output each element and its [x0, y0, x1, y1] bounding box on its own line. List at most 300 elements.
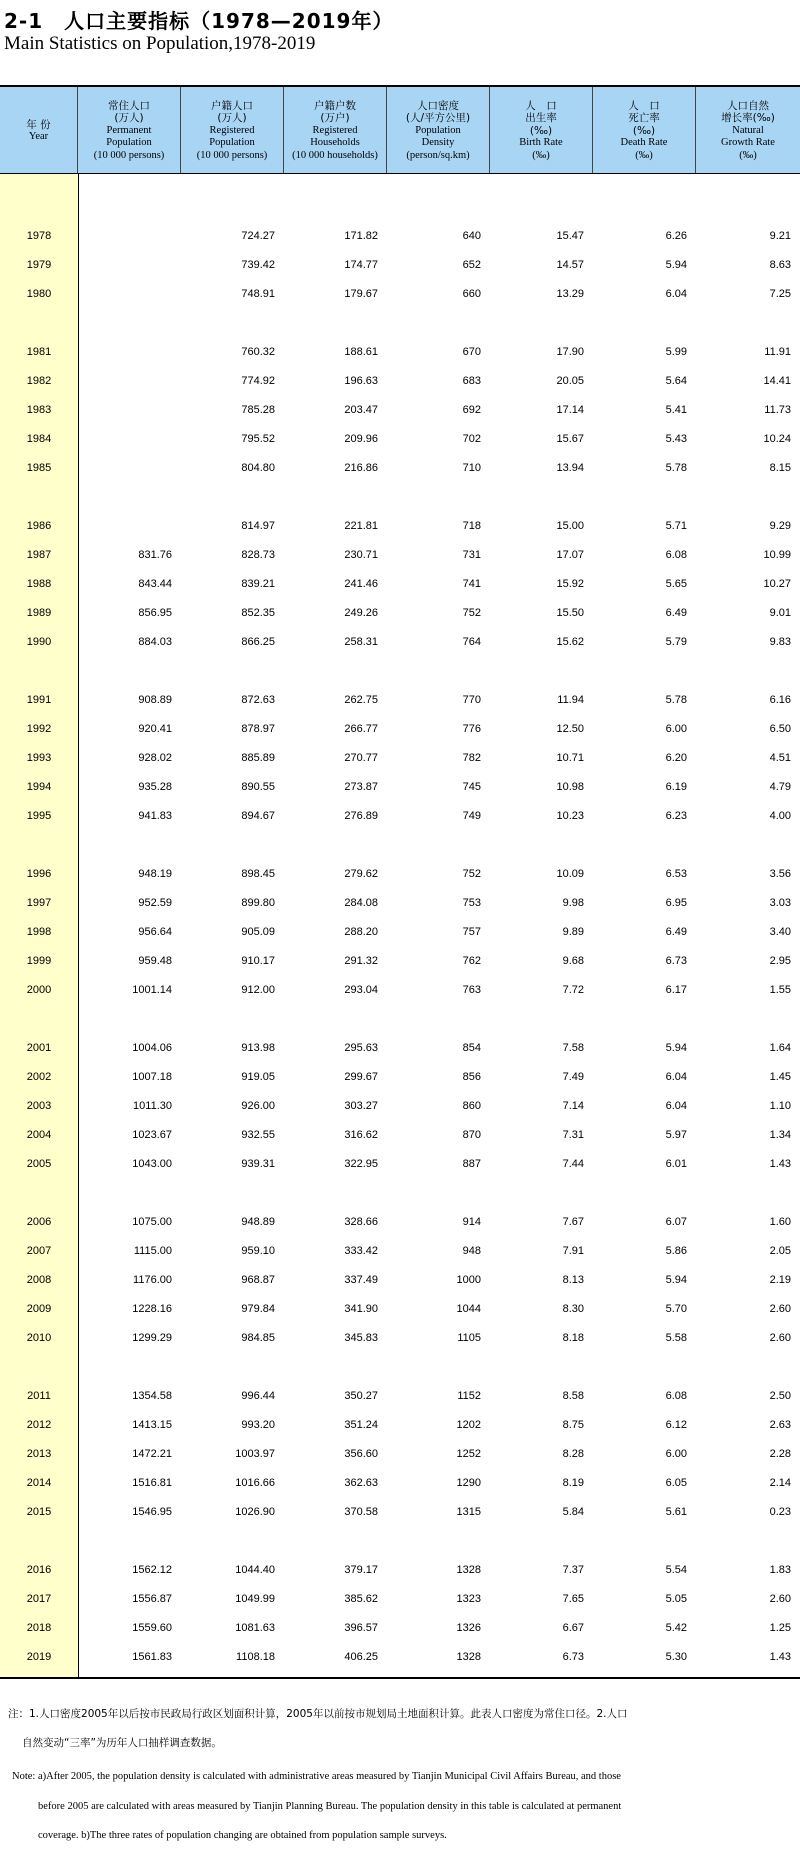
- table-row: [0, 225, 800, 247]
- header-registered-households-cn-line: 户籍户数: [314, 99, 356, 112]
- header-birth-rate-en-line: (‰): [532, 149, 550, 161]
- cell-year: 2005: [26, 1158, 52, 1170]
- cell-year: 2001: [26, 1042, 52, 1054]
- cell-year: 2017: [26, 1593, 52, 1605]
- cell-birth-rate: 7.72: [562, 984, 584, 996]
- cell-death-rate: 6.04: [665, 1071, 687, 1083]
- cell-permanent-population: 928.02: [138, 752, 172, 764]
- cell-permanent-population: 1516.81: [132, 1477, 172, 1489]
- cell-death-rate: 5.41: [665, 404, 687, 416]
- cell-death-rate: 6.19: [665, 781, 687, 793]
- cell-death-rate: 6.05: [665, 1477, 687, 1489]
- cell-registered-households: 262.75: [344, 694, 378, 706]
- header-registered-population-en-line: (10 000 persons): [196, 149, 268, 161]
- cell-registered-households: 270.77: [344, 752, 378, 764]
- cell-permanent-population: 941.83: [138, 810, 172, 822]
- cell-population-density: 718: [462, 520, 481, 532]
- cell-permanent-population: 831.76: [138, 549, 172, 561]
- table-row: [0, 950, 800, 972]
- cell-natural-growth-rate: 6.50: [769, 723, 791, 735]
- cell-year: 1989: [26, 607, 52, 619]
- cell-year: 1999: [26, 955, 52, 967]
- cell-year: 2012: [26, 1419, 52, 1431]
- table-header: [0, 87, 800, 174]
- cell-natural-growth-rate: 11.91: [764, 346, 791, 358]
- header-birth-rate-en-line: Birth Rate: [519, 137, 563, 149]
- cell-birth-rate: 7.49: [562, 1071, 584, 1083]
- cell-year: 1984: [26, 433, 52, 445]
- cell-natural-growth-rate: 1.43: [769, 1651, 791, 1663]
- cell-year: 1996: [26, 868, 52, 880]
- table-row: [0, 283, 800, 305]
- table-row: [0, 718, 800, 740]
- table-row: [0, 1037, 800, 1059]
- cell-registered-population: 913.98: [241, 1042, 275, 1054]
- cell-registered-households: 171.82: [344, 230, 378, 242]
- cell-registered-population: 1003.97: [235, 1448, 275, 1460]
- cell-birth-rate: 7.65: [562, 1593, 584, 1605]
- cell-death-rate: 6.49: [665, 607, 687, 619]
- cell-death-rate: 5.58: [665, 1332, 687, 1344]
- table-row: [0, 1298, 800, 1320]
- cell-natural-growth-rate: 9.01: [769, 607, 791, 619]
- cell-registered-population: 1108.18: [236, 1651, 275, 1663]
- cell-year: 1985: [26, 462, 52, 474]
- cell-population-density: 1105: [457, 1332, 481, 1344]
- cell-registered-population: 774.92: [241, 375, 275, 387]
- cell-natural-growth-rate: 6.16: [769, 694, 791, 706]
- header-registered-households: [284, 87, 387, 173]
- header-registered-population-cn-line: 户籍人口: [211, 99, 253, 112]
- cell-population-density: 763: [462, 984, 481, 996]
- table-row: [0, 892, 800, 914]
- cell-registered-households: 221.81: [344, 520, 378, 532]
- cell-birth-rate: 20.05: [556, 375, 584, 387]
- header-natural-growth-rate-cn-line: 人口自然: [727, 99, 769, 112]
- header-population-density-en-line: (person/sq.km): [406, 149, 470, 161]
- cell-natural-growth-rate: 2.14: [769, 1477, 791, 1489]
- cell-death-rate: 6.00: [665, 1448, 687, 1460]
- cell-population-density: 776: [462, 723, 481, 735]
- cell-year: 1990: [26, 636, 52, 648]
- cell-natural-growth-rate: 8.63: [769, 259, 791, 271]
- cell-population-density: 660: [462, 288, 481, 300]
- cell-natural-growth-rate: 1.83: [769, 1564, 791, 1576]
- header-population-density: [387, 87, 490, 173]
- cell-year: 1980: [26, 288, 52, 300]
- header-birth-rate: [490, 87, 593, 173]
- table-row: [0, 689, 800, 711]
- cell-birth-rate: 7.31: [562, 1129, 584, 1141]
- cell-population-density: 752: [462, 607, 481, 619]
- cell-registered-households: 203.47: [344, 404, 378, 416]
- cell-registered-households: 350.27: [344, 1390, 378, 1402]
- cell-registered-population: 890.55: [241, 781, 275, 793]
- cell-registered-population: 1049.99: [235, 1593, 275, 1605]
- cell-registered-population: 984.85: [241, 1332, 275, 1344]
- cell-year: 1998: [26, 926, 52, 938]
- cell-population-density: 762: [462, 955, 481, 967]
- table-row: [0, 1240, 800, 1262]
- cell-birth-rate: 17.90: [556, 346, 584, 358]
- cell-registered-population: 919.05: [241, 1071, 275, 1083]
- cell-birth-rate: 9.89: [562, 926, 584, 938]
- table-row: [0, 1472, 800, 1494]
- cell-registered-households: 362.63: [344, 1477, 378, 1489]
- cell-birth-rate: 11.94: [557, 694, 584, 706]
- table-row: [0, 457, 800, 479]
- cell-year: 1997: [26, 897, 52, 909]
- header-natural-growth-rate: [696, 87, 800, 173]
- cell-registered-households: 345.83: [344, 1332, 378, 1344]
- cell-population-density: 640: [462, 230, 481, 242]
- cell-registered-households: 216.86: [344, 462, 378, 474]
- cell-population-density: 749: [462, 810, 481, 822]
- table-row: [0, 1646, 800, 1668]
- cell-registered-population: 885.89: [241, 752, 275, 764]
- cell-death-rate: 5.65: [665, 578, 687, 590]
- cell-population-density: 1326: [456, 1622, 481, 1634]
- table-row: [0, 1095, 800, 1117]
- cell-death-rate: 5.71: [665, 520, 687, 532]
- cell-birth-rate: 15.00: [556, 520, 584, 532]
- cell-birth-rate: 9.68: [562, 955, 584, 967]
- cell-birth-rate: 17.07: [556, 549, 584, 561]
- cell-year: 1992: [26, 723, 52, 735]
- cell-registered-households: 209.96: [344, 433, 378, 445]
- cell-population-density: 753: [462, 897, 481, 909]
- cell-death-rate: 5.94: [665, 1274, 687, 1286]
- table-row: [0, 1211, 800, 1233]
- cell-registered-population: 866.25: [241, 636, 275, 648]
- header-registered-population-cn-line: (万人): [217, 112, 247, 125]
- cell-death-rate: 5.97: [665, 1129, 687, 1141]
- table-row: [0, 602, 800, 624]
- cell-death-rate: 5.30: [665, 1651, 687, 1663]
- cell-birth-rate: 10.09: [556, 868, 584, 880]
- cell-year: 1991: [26, 694, 52, 706]
- cell-year: 1978: [26, 230, 52, 242]
- header-year-cn-line: 年 份: [26, 118, 51, 131]
- cell-registered-households: 279.62: [344, 868, 378, 880]
- note-cn-line2: 自然变动“三率”为历年人口抽样调查数据。: [22, 1737, 222, 1749]
- population-table: [0, 85, 800, 1679]
- cell-natural-growth-rate: 1.45: [769, 1071, 791, 1083]
- cell-population-density: 1290: [456, 1477, 481, 1489]
- header-permanent-population-en-line: Population: [106, 137, 152, 149]
- cell-birth-rate: 7.58: [562, 1042, 584, 1054]
- cell-registered-households: 174.77: [344, 259, 378, 271]
- table-row: [0, 428, 800, 450]
- cell-population-density: 670: [462, 346, 481, 358]
- cell-registered-population: 852.35: [241, 607, 275, 619]
- cell-registered-population: 814.97: [241, 520, 275, 532]
- table-row: [0, 747, 800, 769]
- header-death-rate-cn-line: 死亡率: [628, 112, 660, 125]
- cell-registered-population: 968.87: [241, 1274, 275, 1286]
- cell-permanent-population: 884.03: [138, 636, 172, 648]
- header-registered-population-en-line: Population: [209, 137, 255, 149]
- cell-birth-rate: 15.47: [556, 230, 584, 242]
- cell-natural-growth-rate: 1.10: [769, 1100, 791, 1112]
- cell-population-density: 1328: [456, 1651, 481, 1663]
- cell-permanent-population: 843.44: [138, 578, 172, 590]
- cell-permanent-population: 1011.30: [133, 1100, 172, 1112]
- cell-permanent-population: 856.95: [138, 607, 172, 619]
- table-row: [0, 544, 800, 566]
- cell-year: 2015: [26, 1506, 52, 1518]
- cell-permanent-population: 935.28: [138, 781, 172, 793]
- table-row: [0, 631, 800, 653]
- cell-year: 2006: [26, 1216, 52, 1228]
- cell-birth-rate: 13.94: [556, 462, 584, 474]
- cell-natural-growth-rate: 9.83: [769, 636, 791, 648]
- cell-registered-population: 795.52: [241, 433, 275, 445]
- cell-year: 1995: [26, 810, 52, 822]
- cell-permanent-population: 1413.15: [132, 1419, 172, 1431]
- cell-population-density: 914: [462, 1216, 481, 1228]
- cell-birth-rate: 9.98: [562, 897, 584, 909]
- cell-permanent-population: 1559.60: [132, 1622, 172, 1634]
- cell-death-rate: 5.99: [665, 346, 687, 358]
- cell-registered-households: 241.46: [344, 578, 378, 590]
- cell-death-rate: 6.07: [665, 1216, 687, 1228]
- cell-natural-growth-rate: 4.00: [769, 810, 791, 822]
- note-en-line2: before 2005 are calculated with areas measured by Tianjin Planning Bureau. The population density in this table is calculated at permanent: [38, 1801, 622, 1812]
- cell-registered-population: 804.80: [241, 462, 275, 474]
- cell-natural-growth-rate: 2.60: [769, 1332, 791, 1344]
- cell-birth-rate: 8.75: [562, 1419, 584, 1431]
- header-year-en-line: Year: [28, 131, 49, 142]
- cell-registered-households: 249.26: [344, 607, 378, 619]
- cell-death-rate: 6.04: [665, 288, 687, 300]
- header-permanent-population-cn-line: (万人): [114, 112, 144, 125]
- header-population-density-en-line: Density: [421, 137, 455, 149]
- cell-natural-growth-rate: 3.56: [769, 868, 791, 880]
- cell-population-density: 1000: [456, 1274, 481, 1286]
- cell-birth-rate: 5.84: [562, 1506, 584, 1518]
- cell-population-density: 683: [462, 375, 481, 387]
- cell-registered-population: 912.00: [241, 984, 275, 996]
- cell-registered-population: 993.20: [241, 1419, 275, 1431]
- cell-registered-population: 1081.63: [235, 1622, 275, 1634]
- cell-year: 1994: [26, 781, 52, 793]
- cell-permanent-population: 1546.95: [132, 1506, 172, 1518]
- header-registered-population: [181, 87, 284, 173]
- cell-birth-rate: 17.14: [556, 404, 584, 416]
- cell-birth-rate: 10.98: [556, 781, 584, 793]
- cell-death-rate: 6.95: [665, 897, 687, 909]
- cell-registered-population: 996.44: [241, 1390, 275, 1402]
- cell-registered-population: 724.27: [241, 230, 275, 242]
- cell-registered-households: 276.89: [344, 810, 378, 822]
- table-row: [0, 921, 800, 943]
- header-death-rate-en-line: (‰): [635, 149, 653, 161]
- cell-registered-households: 385.62: [344, 1593, 378, 1605]
- cell-permanent-population: 1001.14: [132, 984, 172, 996]
- cell-registered-population: 926.00: [241, 1100, 275, 1112]
- table-row: [0, 979, 800, 1001]
- cell-natural-growth-rate: 10.99: [763, 549, 791, 561]
- cell-registered-households: 179.67: [344, 288, 378, 300]
- cell-birth-rate: 15.50: [556, 607, 584, 619]
- table-row: [0, 1559, 800, 1581]
- cell-registered-households: 303.27: [344, 1100, 378, 1112]
- cell-population-density: 1315: [456, 1506, 481, 1518]
- cell-registered-population: 748.91: [241, 288, 275, 300]
- cell-natural-growth-rate: 2.63: [769, 1419, 791, 1431]
- cell-death-rate: 6.00: [665, 723, 687, 735]
- cell-year: 2019: [26, 1651, 52, 1663]
- cell-population-density: 741: [462, 578, 481, 590]
- header-natural-growth-rate-cn-line: 增长率(‰): [721, 112, 775, 125]
- cell-registered-households: 299.67: [344, 1071, 378, 1083]
- cell-permanent-population: 1043.00: [132, 1158, 172, 1170]
- header-registered-households-en-line: (10 000 households): [292, 149, 378, 161]
- cell-population-density: 757: [462, 926, 481, 938]
- cell-registered-households: 396.57: [344, 1622, 378, 1634]
- cell-death-rate: 6.53: [665, 868, 687, 880]
- cell-population-density: 854: [462, 1042, 481, 1054]
- cell-death-rate: 6.73: [665, 955, 687, 967]
- cell-population-density: 1323: [456, 1593, 481, 1605]
- cell-death-rate: 5.43: [665, 433, 687, 445]
- cell-registered-population: 1026.90: [235, 1506, 275, 1518]
- cell-birth-rate: 7.44: [562, 1158, 584, 1170]
- cell-population-density: 731: [462, 549, 481, 561]
- cell-natural-growth-rate: 3.40: [769, 926, 791, 938]
- cell-natural-growth-rate: 11.73: [764, 404, 791, 416]
- cell-population-density: 860: [462, 1100, 481, 1112]
- cell-registered-households: 188.61: [344, 346, 378, 358]
- cell-birth-rate: 8.13: [562, 1274, 584, 1286]
- cell-registered-population: 894.67: [241, 810, 275, 822]
- table-row: [0, 1617, 800, 1639]
- cell-registered-households: 379.17: [344, 1564, 378, 1576]
- cell-birth-rate: 7.37: [562, 1564, 584, 1576]
- cell-death-rate: 5.78: [665, 694, 687, 706]
- cell-population-density: 870: [462, 1129, 481, 1141]
- cell-permanent-population: 948.19: [138, 868, 172, 880]
- cell-death-rate: 6.08: [665, 1390, 687, 1402]
- cell-year: 2008: [26, 1274, 52, 1286]
- header-permanent-population-cn-line: 常住人口: [108, 99, 150, 112]
- cell-population-density: 856: [462, 1071, 481, 1083]
- cell-year: 2010: [26, 1332, 52, 1344]
- cell-death-rate: 5.42: [665, 1622, 687, 1634]
- header-permanent-population-en-line: (10 000 persons): [93, 149, 165, 161]
- cell-year: 2007: [26, 1245, 52, 1257]
- cell-year: 1983: [26, 404, 52, 416]
- cell-natural-growth-rate: 8.15: [769, 462, 791, 474]
- cell-population-density: 1328: [456, 1564, 481, 1576]
- cell-permanent-population: 952.59: [138, 897, 172, 909]
- table-row: [0, 805, 800, 827]
- cell-natural-growth-rate: 2.28: [769, 1448, 791, 1460]
- header-natural-growth-rate-en-line: (‰): [739, 149, 757, 161]
- note-en-line1: Note: a)After 2005, the population density is calculated with administrative areas measured by Tianjin Municipal Civil Affairs Bureau, and those: [12, 1771, 621, 1782]
- cell-population-density: 1252: [456, 1448, 481, 1460]
- cell-permanent-population: 1075.00: [132, 1216, 172, 1228]
- cell-permanent-population: 1472.21: [132, 1448, 172, 1460]
- cell-natural-growth-rate: 1.60: [769, 1216, 791, 1228]
- cell-natural-growth-rate: 2.19: [769, 1274, 791, 1286]
- cell-natural-growth-rate: 1.43: [769, 1158, 791, 1170]
- cell-registered-households: 295.63: [344, 1042, 378, 1054]
- cell-natural-growth-rate: 2.05: [769, 1245, 791, 1257]
- cell-year: 2009: [26, 1303, 52, 1315]
- cell-population-density: 1202: [456, 1419, 481, 1431]
- header-registered-population-en-line: Registered: [209, 124, 255, 136]
- cell-registered-population: 932.55: [241, 1129, 275, 1141]
- cell-natural-growth-rate: 2.50: [769, 1390, 791, 1402]
- cell-permanent-population: 1562.12: [132, 1564, 172, 1576]
- cell-death-rate: 5.94: [665, 1042, 687, 1054]
- cell-natural-growth-rate: 2.60: [769, 1593, 791, 1605]
- cell-population-density: 692: [462, 404, 481, 416]
- cell-birth-rate: 10.71: [556, 752, 584, 764]
- header-natural-growth-rate-en-line: Natural: [732, 124, 764, 136]
- cell-natural-growth-rate: 2.60: [769, 1303, 791, 1315]
- cell-permanent-population: 1299.29: [132, 1332, 172, 1344]
- header-birth-rate-cn-line: (‰): [529, 124, 553, 137]
- cell-natural-growth-rate: 14.41: [763, 375, 791, 387]
- cell-birth-rate: 8.28: [562, 1448, 584, 1460]
- cell-permanent-population: 1176.00: [133, 1274, 172, 1286]
- header-population-density-en-line: Population: [415, 124, 461, 136]
- cell-death-rate: 5.54: [665, 1564, 687, 1576]
- cell-birth-rate: 6.73: [562, 1651, 584, 1663]
- cell-birth-rate: 13.29: [556, 288, 584, 300]
- cell-natural-growth-rate: 10.27: [763, 578, 791, 590]
- cell-year: 2000: [26, 984, 52, 996]
- cell-permanent-population: 908.89: [138, 694, 172, 706]
- cell-registered-population: 760.32: [241, 346, 275, 358]
- cell-year: 1987: [26, 549, 52, 561]
- cell-year: 1982: [26, 375, 52, 387]
- header-death-rate-cn-line: (‰): [632, 124, 656, 137]
- cell-natural-growth-rate: 9.29: [769, 520, 791, 532]
- header-registered-households-en-line: Registered: [312, 124, 358, 136]
- cell-registered-households: 356.60: [344, 1448, 378, 1460]
- cell-natural-growth-rate: 1.25: [769, 1622, 791, 1634]
- cell-registered-population: 878.97: [241, 723, 275, 735]
- cell-permanent-population: 1023.67: [132, 1129, 172, 1141]
- cell-registered-population: 898.45: [241, 868, 275, 880]
- cell-birth-rate: 8.18: [562, 1332, 584, 1344]
- table-row: [0, 1414, 800, 1436]
- cell-birth-rate: 7.67: [562, 1216, 584, 1228]
- header-permanent-population-en-line: Permanent: [106, 124, 152, 136]
- cell-birth-rate: 8.30: [562, 1303, 584, 1315]
- header-death-rate-cn-line: 人 口: [628, 99, 660, 112]
- cell-year: 2014: [26, 1477, 52, 1489]
- cell-registered-population: 979.84: [241, 1303, 275, 1315]
- header-permanent-population: [78, 87, 181, 173]
- cell-death-rate: 6.26: [665, 230, 687, 242]
- table-row: [0, 573, 800, 595]
- table-row: [0, 776, 800, 798]
- note-cn-line1: 注：1.人口密度2005年以后按市民政局行政区划面积计算，2005年以前按市规划局土地面积计算。此表人口密度为常住口径。2.人口: [8, 1708, 628, 1720]
- cell-registered-population: 959.10: [241, 1245, 275, 1257]
- cell-registered-population: 899.80: [241, 897, 275, 909]
- header-registered-households-cn-line: (万户): [320, 112, 350, 125]
- cell-registered-population: 739.42: [241, 259, 275, 271]
- cell-year: 2003: [26, 1100, 52, 1112]
- cell-permanent-population: 920.41: [138, 723, 172, 735]
- cell-registered-households: 351.24: [344, 1419, 378, 1431]
- table-row: [0, 1443, 800, 1465]
